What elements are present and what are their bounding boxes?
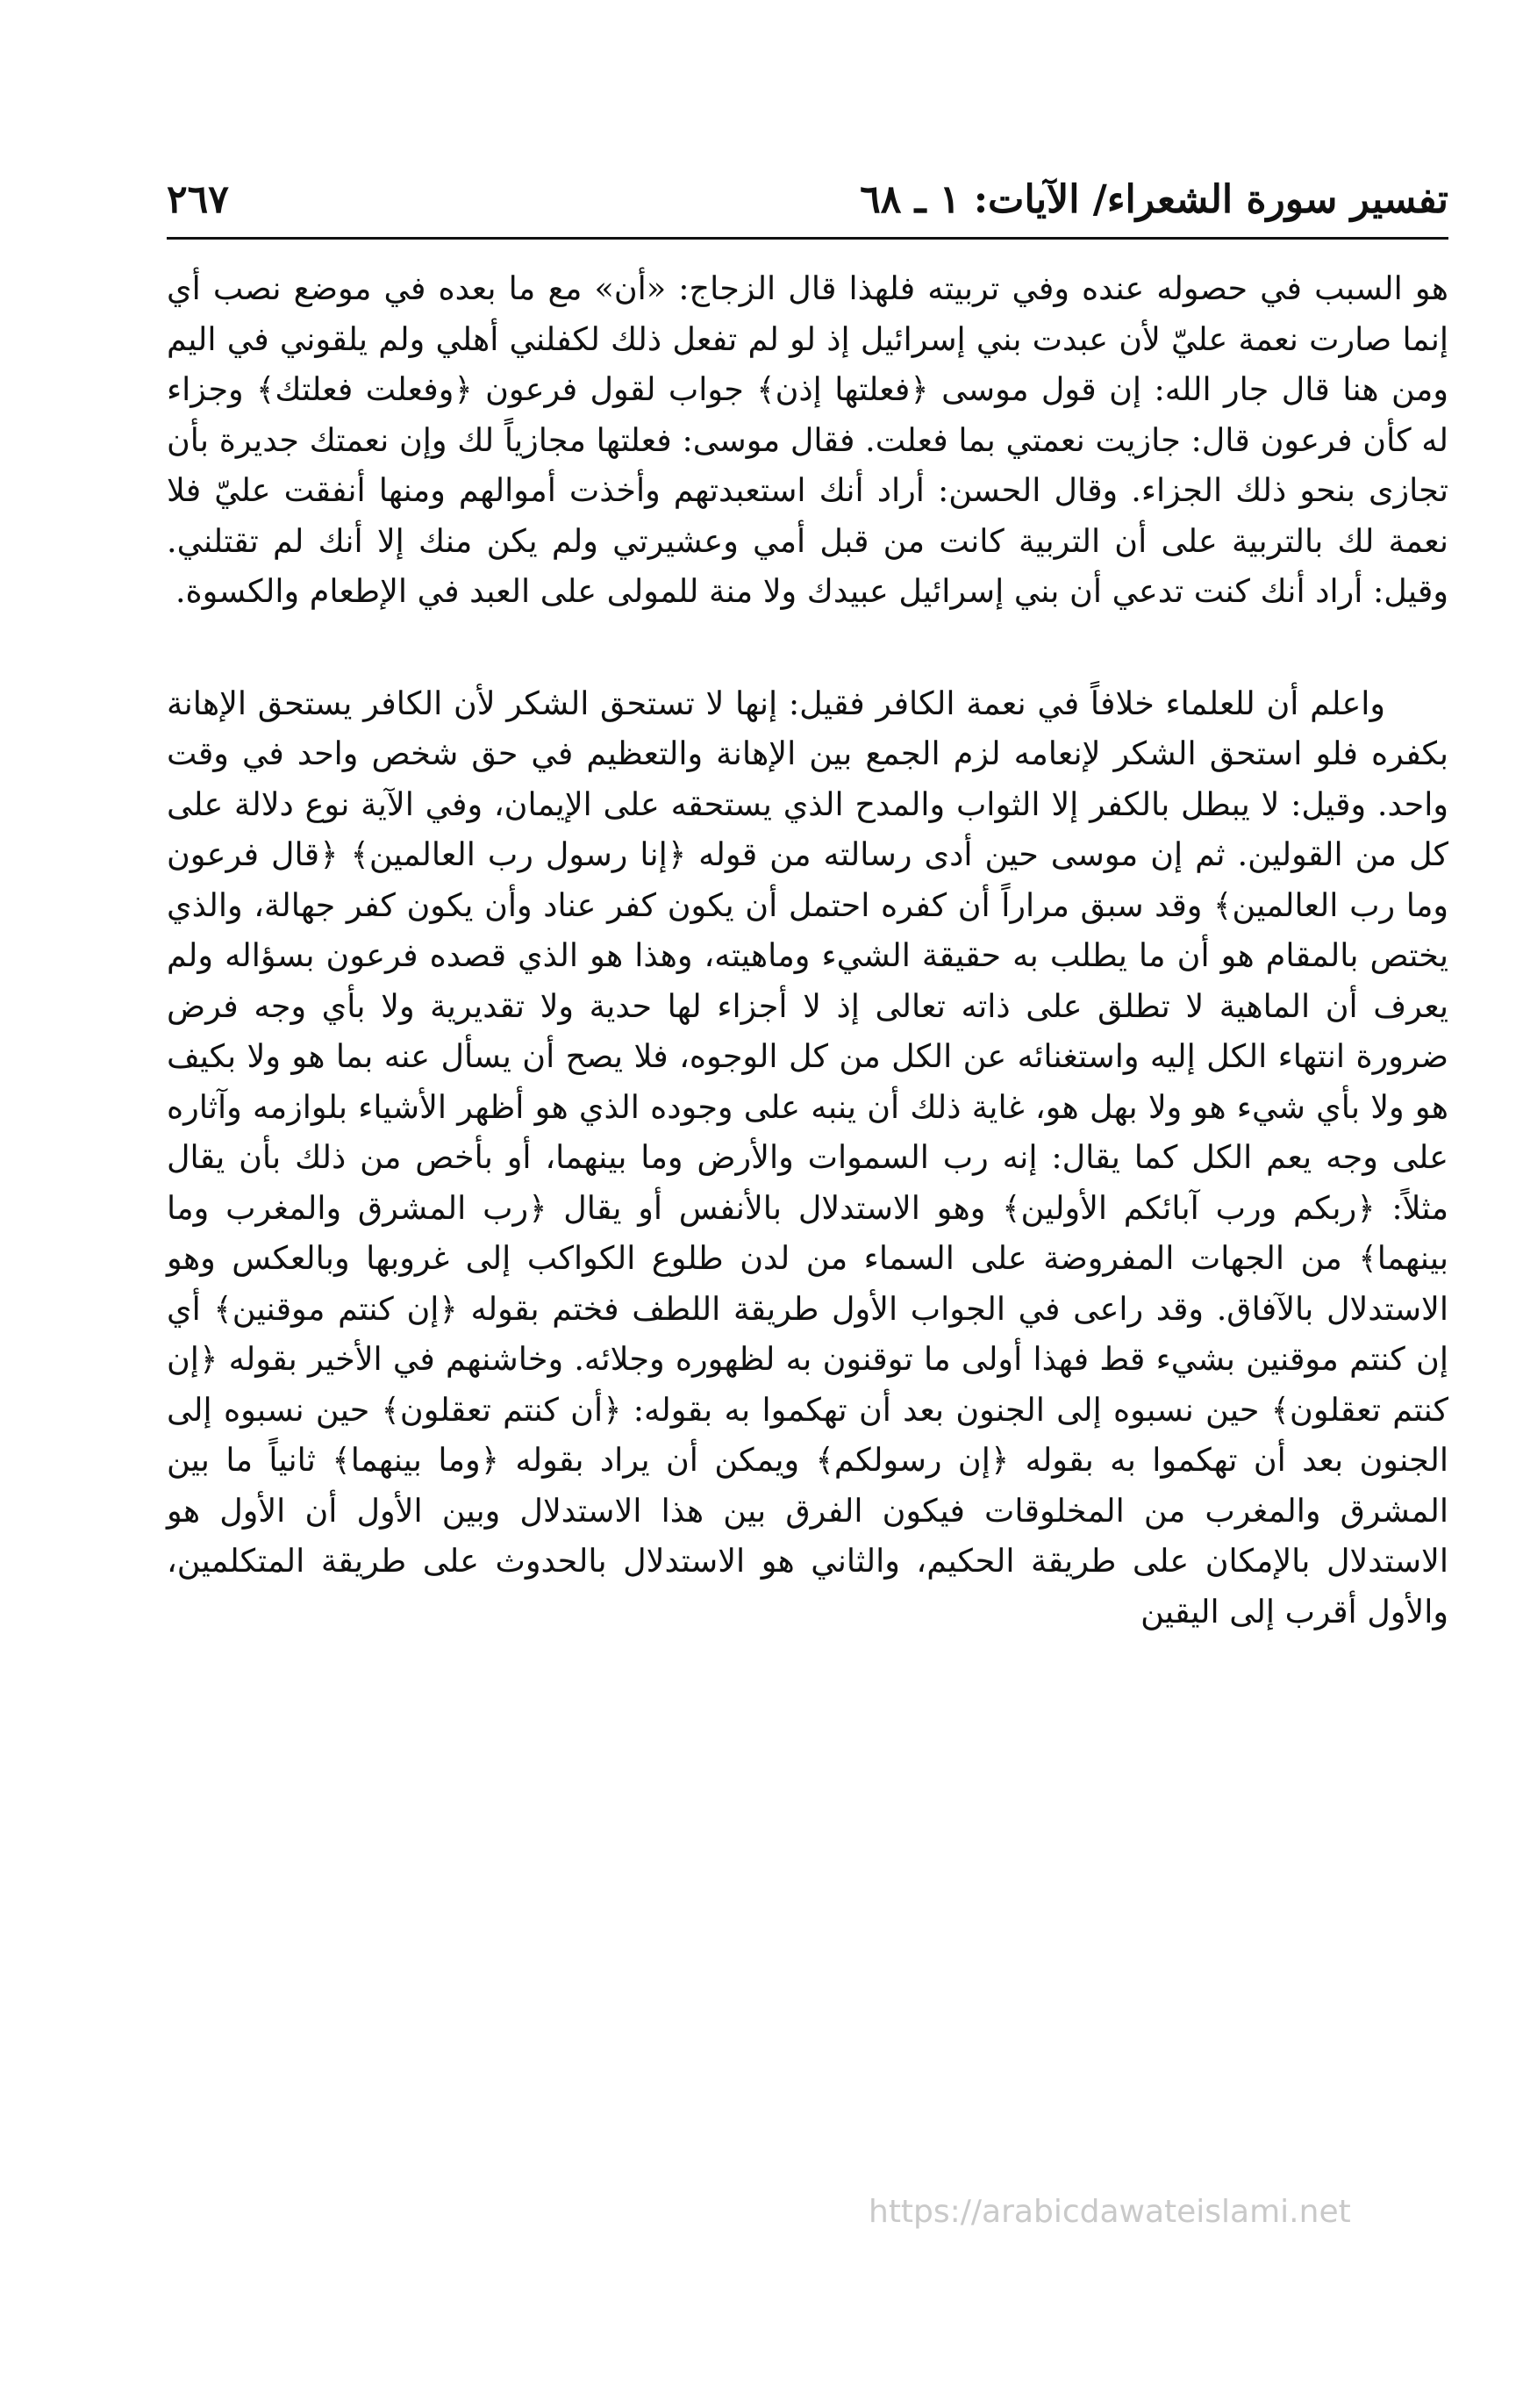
running-header	[167, 167, 1448, 240]
paragraph: واعلم أن للعلماء خلافاً في نعمة الكافر فقيل: إنها لا تستحق الشكر لأن الكافر يستحق الإهانة بكفره فلو استحق الشكر لإنعامه لزم الجمع بين الإهانة والتعظيم في حق شخص واحد في وقت واحد. وقيل: لا يبطل بالكفر إلا الثواب والمدح الذي يستحقه على الإيمان، وفي الآية نوع دلالة على كل من القولين. ثم إن موسى حين أدى رسالته من قوله ﴿إنا رسول رب العالمين﴾ ﴿قال فرعون وما رب العالمين﴾ وقد سبق مراراً أن كفره احتمل أن يكون كفر عناد وأن يكون كفر جهالة، والذي يختص بالمقام هو أن ما يطلب به حقيقة الشيء وماهيته، وهذا هو الذي قصده فرعون بسؤاله ولم يعرف أن الماهية لا تطلق على ذاته تعالى إذ لا أجزاء لها حدية ولا تقديرية ولا بأي وجه فرض ضرورة انتهاء الكل إليه واستغنائه عن الكل من كل الوجوه، فلا يصح أن يسأل عنه بما هو ولا بكيف هو ولا بأي شيء هو ولا بهل هو، غاية ذلك أن ينبه على وجوده الذي هو أظهر الأشياء بلوازمه وآثاره على وجه يعم الكل كما يقال: إنه رب السموات والأرض وما بينهما، أو بأخص من ذلك بأن يقال مثلاً: ﴿ربكم ورب آبائكم الأولين﴾ وهو الاستدلال بالأنفس أو يقال ﴿رب المشرق والمغرب وما بينهما﴾ من الجهات المفروضة على السماء من لدن طلوع الكواكب إلى غروبها وبالعكس وهو الاستدلال بالآفاق. وقد راعى في الجواب الأول طريقة اللطف فختم بقوله ﴿إن كنتم موقنين﴾ أي إن كنتم موقنين بشيء قط فهذا أولى ما توقنون به لظهوره وجلائه. وخاشنهم في الأخير بقوله ﴿إن كنتم تعقلون﴾ حين نسبوه إلى الجنون بعد أن تهكموا به بقوله: ﴿أن كنتم تعقلون﴾ حين نسبوه إلى الجنون بعد أن تهكموا به بقوله ﴿إن رسولكم﴾ ويمكن أن يراد بقوله ﴿وما بينهما﴾ ثانياً ما بين المشرق والمغرب من المخلوقات فيكون الفرق بين هذا الاستدلال وبين الأول أن الأول هو الاستدلال بالإمكان على طريقة الحكيم، والثاني هو الاستدلال بالحدوث على طريقة المتكلمين، والأول أقرب إلى اليقين	[167, 684, 1448, 1630]
page-number: ٢٦٧	[167, 177, 229, 222]
paragraph: هو السبب في حصوله عنده وفي تربيته فلهذا قال الزجاج: «أن» مع ما بعده في موضع نصب أي إنما صارت نعمة عليّ لأن عبدت بني إسرائيل إذ لو لم تفعل ذلك لكفلني أهلي ولم يلقوني في اليم ومن هنا قال جار الله: إن قول موسى ﴿فعلتها إذن﴾ جواب لقول فرعون ﴿وفعلت فعلتك﴾ وجزاء له كأن فرعون قال: جازيت نعمتي بما فعلت. فقال موسى: فعلتها مجازياً لك وإن نعمتك جديرة بأن تجازى بنحو ذلك الجزاء. وقال الحسن: أراد أنك استعبدتهم وأخذت أموالهم ومنها أنفقت عليّ فلا نعمة لك بالتربية على أن التربية كانت من قبل أمي وعشيرتي ولم يكن منك إلا أنك لم تقتلني. وقيل: أراد أنك كنت تدعي أن بني إسرائيل عبيدك ولا منة للمولى على العبد في الإطعام والكسوة.	[167, 269, 1448, 610]
page-title: تفسير سورة الشعراء/ الآيات: ١ ـ ٦٨	[860, 177, 1448, 222]
watermark-url: https://arabicdawateislami.net	[869, 2194, 1351, 2230]
body-text	[167, 263, 1448, 1637]
